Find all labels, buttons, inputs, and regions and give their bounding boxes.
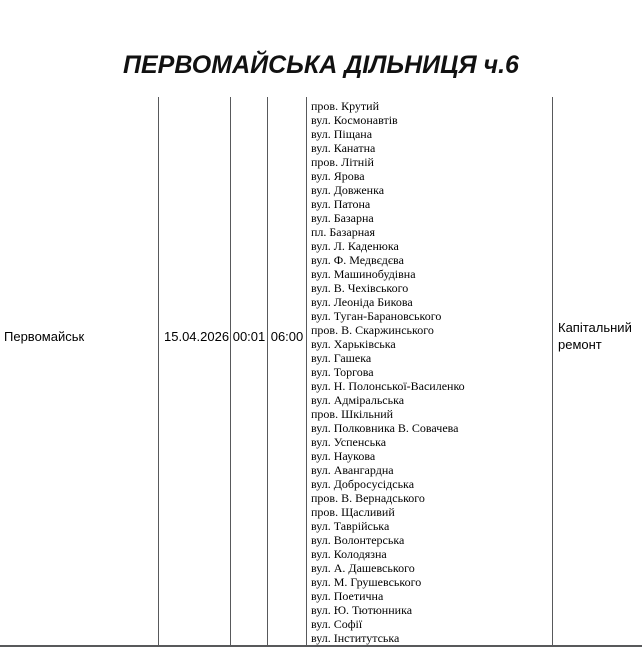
repair-type-cell (552, 97, 642, 645)
street-list (307, 97, 552, 645)
street-item: вул. Інститутська (311, 631, 400, 645)
street-item: вул. Успенська (311, 435, 387, 449)
street-item: вул. Волонтерська (311, 533, 405, 547)
time-end-label: 06:00 (270, 328, 304, 344)
street-item: вул. Поетична (311, 589, 384, 603)
time-start-cell (230, 97, 267, 645)
street-item: вул. М. Грушевського (311, 575, 422, 589)
street-item: вул. Харьківська (311, 337, 396, 351)
street-item: пров. В. Скаржинського (311, 323, 434, 337)
street-item: вул. Леоніда Бикова (311, 295, 413, 309)
street-item: вул. Л. Каденюка (311, 239, 399, 253)
street-item: вул. Патона (311, 197, 371, 211)
street-item: пров. Крутий (311, 99, 380, 113)
street-item: пров. Щасливий (311, 505, 395, 519)
streets-cell (306, 97, 552, 645)
street-item: вул. Піщана (311, 127, 373, 141)
street-item: вул. Космонавтів (311, 113, 398, 127)
time-end-cell (267, 97, 306, 645)
street-item: вул. Торгова (311, 365, 374, 379)
street-item: вул. Н. Полонської-Василенко (311, 379, 465, 393)
street-item: пров. В. Вернадського (311, 491, 425, 505)
street-item: вул. Полковника В. Совачева (311, 421, 459, 435)
page-title: ПЕРВОМАЙСЬКА ДІЛЬНИЦЯ ч.6 (123, 51, 519, 79)
street-item: вул. Туган-Барановського (311, 309, 442, 323)
city-cell (0, 97, 158, 645)
street-item: пл. Базарная (311, 225, 375, 239)
street-item: вул. Машинобудівна (311, 267, 416, 281)
street-item: вул. Авангардна (311, 463, 394, 477)
street-item: пров. Шкільний (311, 407, 394, 421)
street-item: вул. Канатна (311, 141, 376, 155)
date-cell (158, 97, 230, 645)
city-label: Первомайськ (4, 328, 85, 344)
street-item: вул. Гашека (311, 351, 372, 365)
street-item: вул. Ф. Медвєдєва (311, 253, 404, 267)
date-label: 15.04.2026 (164, 328, 230, 344)
street-item: вул. Таврійська (311, 519, 390, 533)
street-item: вул. В. Чехівського (311, 281, 409, 295)
street-item: вул. Наукова (311, 449, 376, 463)
street-item: вул. Софії (311, 617, 363, 631)
street-item: вул. Добросусідська (311, 477, 415, 491)
time-start-label: 00:01 (232, 328, 266, 344)
street-item: вул. Довженка (311, 183, 385, 197)
street-item: пров. Літній (311, 155, 374, 169)
repair-type-label: Капітальний ремонт (558, 320, 632, 352)
street-item: вул. Базарна (311, 211, 374, 225)
street-item: вул. А. Дашевського (311, 561, 415, 575)
street-item: вул. Адміральська (311, 393, 405, 407)
street-item: вул. Колодязна (311, 547, 387, 561)
schedule-table (0, 97, 642, 647)
street-item: вул. Ю. Тютюнника (311, 603, 413, 617)
street-item: вул. Ярова (311, 169, 365, 183)
